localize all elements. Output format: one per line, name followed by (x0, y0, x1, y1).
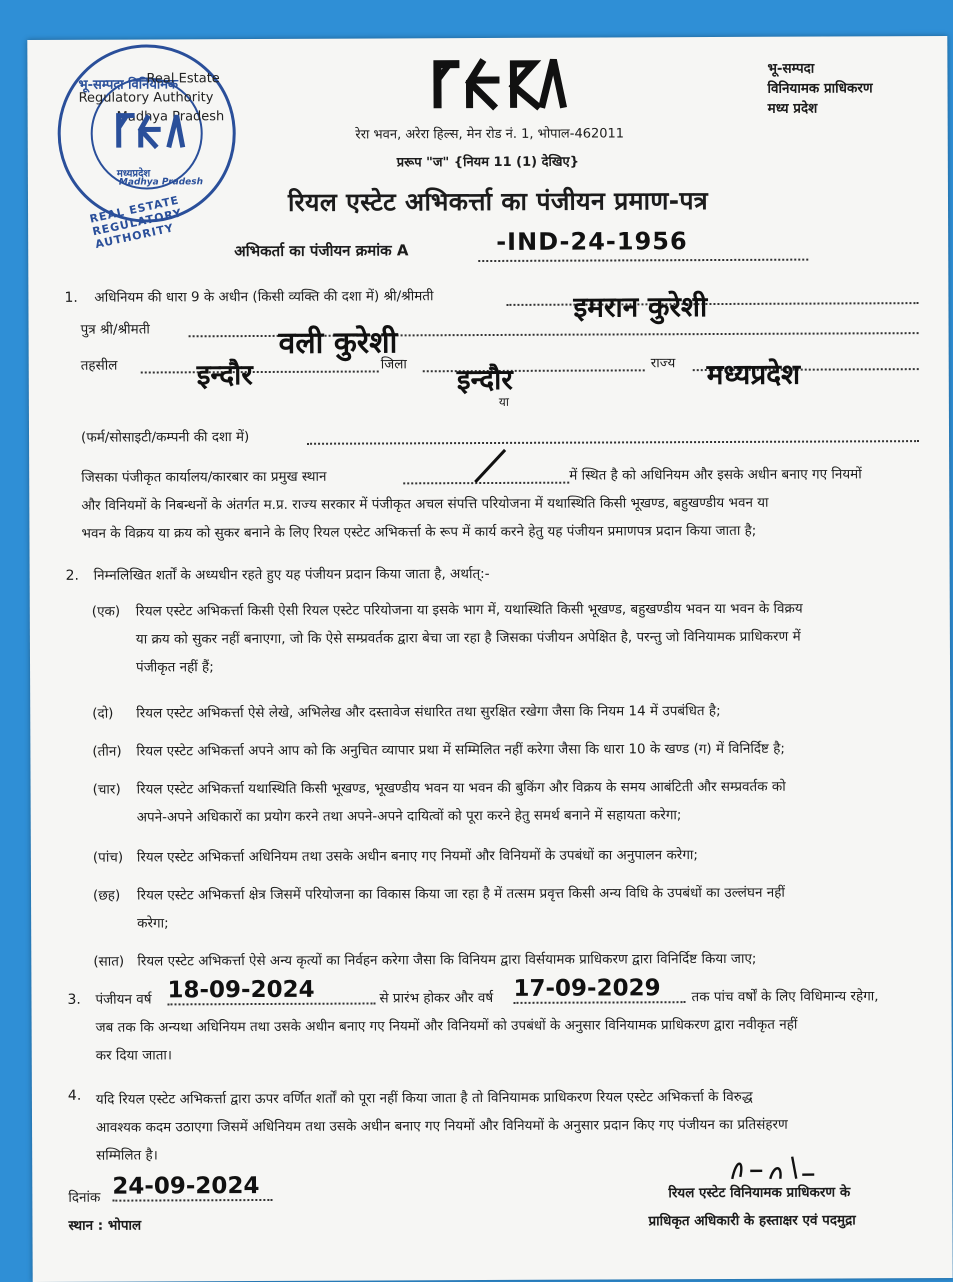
condition-line: रियल एस्टेट अभिकर्त्ता अधिनियम तथा उसके अधीन बनाए गए नियमों और विनियमों के उपबंधों का अनुपालन करेगा; (136, 847, 699, 866)
item-number: 4. (67, 1087, 82, 1104)
place: स्थान : भोपाल (68, 1217, 142, 1234)
item3-line2: जब तक कि अन्यथा अधिनियम तथा उसके अधीन बनाए गए नियमों और विनियमों को उपबंधों के अनुसार विनियामक प्राधिकरण द्वारा नवीकृत नहीं (95, 1016, 798, 1036)
item1-line-b: और विनियमों के निबन्धनों के अंतर्गत म.प्र. राज्य सरकार में पंजीकृत अचल संपत्ति परियोजना में यथास्थिति किसी भूखण्ड, बहुखण्डीय भवन या (81, 494, 769, 514)
state-label: राज्य (650, 355, 676, 372)
condition-7 (93, 949, 756, 972)
seal-bottom-text: REAL ESTATE REGULATORY AUTHORITY (88, 193, 184, 252)
signatory-line-1: रियल एस्टेट विनियामक प्राधिकरण के (668, 1184, 851, 1202)
condition-line: रियल एस्टेट अभिकर्त्ता अपने आप को कि अनुचित व्यापार प्रथा में सम्मिलित नहीं करेगा जैसा कि धारा 10 के खण्ड (ग) में विनिर्दिष्ट है; (136, 740, 785, 760)
item3-line3: कर दिया जाता। (95, 1047, 173, 1064)
office-slash-mark (469, 446, 509, 486)
item4-text (96, 1083, 788, 1170)
condition-line: रियल एस्टेट अभिकर्त्ता ऐसे अन्य कृत्यों का निर्वहन करेगा जैसा कि विनियम द्वारा विर्सयामक प्राधिकरण द्वारा विनिर्दिष्ट किया जाए; (137, 950, 757, 970)
item4-line: सम्मिलित है। (96, 1147, 158, 1164)
condition-label: (छह) (92, 887, 121, 904)
item-number: 2. (65, 567, 80, 584)
condition-1 (92, 599, 803, 682)
condition-label: (तीन) (92, 743, 122, 760)
registration-number-label: अभिकर्ता का पंजीयन क्रमांक A (234, 241, 409, 261)
condition-5 (93, 845, 698, 868)
condition-label: (पांच) (92, 849, 124, 866)
seal-english-line: Real Estate (146, 71, 220, 87)
certificate-title: रियल एस्टेट अभिकर्त्ता का पंजीयन प्रमाण-पत्र (287, 186, 709, 217)
district-label: जिला (380, 356, 407, 373)
office-tail: में स्थित है को अधिनियम और इसके अधीन बनाए गए नियमों (569, 466, 862, 484)
ya-label: या (498, 394, 509, 409)
end-dotted-line (513, 1001, 685, 1004)
condition-label: (सात) (93, 953, 125, 970)
certificate-sheet (27, 36, 952, 1282)
condition-line: रियल एस्टेट अभिकर्त्ता क्षेत्र जिसमें परियोजना का विकास किया जा रहा है में तत्सम प्रवृत्त किसी अन्य विधि के उपबंधों का उल्लंघन नहीं (136, 884, 785, 904)
start-dotted-line (167, 1003, 375, 1006)
date-label: दिनांक (68, 1189, 101, 1206)
tehsil-dotted-line (141, 370, 379, 373)
name-dotted-line (506, 302, 918, 306)
office-label: जिसका पंजीकृत कार्यालय/कारबार का प्रमुख स्थान (81, 468, 327, 486)
office-address: रेरा भवन, अरेरा हिल्स, मेन रोड नं. 1, भोपाल-462011 (355, 126, 625, 143)
condition-label: (दो) (92, 705, 114, 722)
condition-line: रियल एस्टेट अभिकर्त्ता ऐसे लेखे, अभिलेख और दस्तावेज संधारित तथा सुरक्षित रखेगा जैसा कि नियम 14 में उपबंधित है; (136, 702, 721, 722)
condition-line: करेगा; (137, 915, 169, 932)
seal-mp-english: Madhya Pradesh (118, 177, 204, 188)
seal-hindi-top: भू-सम्पदा विनियामक (78, 77, 179, 93)
condition-line: रियल एस्टेट अभिकर्त्ता यथास्थिति किसी भूखण्ड, भूखण्डीय भवन या भवन की बुकिंग और विक्रय के समय आबंटिती और सम्प्रवर्तक को (136, 778, 786, 798)
validity-end-date: 17-09-2029 (513, 975, 661, 1002)
seal-english-line: Madhya Pradesh (116, 109, 225, 125)
father-name: वली कुरेशी (278, 325, 398, 361)
item4-line: आवश्यक कदम उठाएगा जिसमें अधिनियम तथा उसके अधीन बनाए गए नियमों और विनियमों के अनुसार प्रदान किए गए पंजीयन का प्रतिसंहरण (96, 1116, 788, 1136)
authority-name-block (767, 58, 872, 118)
validity-start-date: 18-09-2024 (167, 976, 315, 1004)
condition-4 (93, 777, 786, 832)
item3-mid: से प्रारंभ होकर और वर्ष (379, 989, 494, 1007)
condition-line: या क्रय को सुकर नहीं बनाएगा, जो कि ऐसे सम्प्रवर्तक द्वारा बेचा जा रहा है जिसका पंजीयन अपेक्षित है, परन्तु जो विनियामक प्राधिकरण में (135, 628, 801, 648)
item3-prefix: पंजीयन वर्ष (95, 991, 152, 1008)
form-reference: प्ररूप "ज" {नियम 11 (1) देखिए} (396, 154, 579, 171)
seal-rera-logo-icon (113, 107, 187, 151)
condition-line: अपने-अपने अधिकारों का प्रयोग करने तथा अपने-अपने दायित्वों को पूरा करने हेतु समर्थ बनाने में सहायता करेगा; (136, 807, 682, 826)
authority-line: मध्य प्रदेश (767, 100, 818, 117)
district-value: इन्दौर (456, 362, 513, 397)
tehsil-value: इन्दौर (196, 358, 253, 392)
item-number: 1. (64, 289, 78, 306)
condition-line: पंजीकृत नहीं हैं; (135, 659, 214, 676)
item4-line: यदि रियल एस्टेट अभिकर्त्ता द्वारा ऊपर वर्णित शर्तों को पूरा नहीं किया जाता है तो विनियामक प्राधिकरण रियल एस्टेट अभिकर्त्ता के विरुद्ध (95, 1088, 753, 1108)
tehsil-label: तहसील (80, 357, 118, 374)
son-of-label: पुत्र श्री/श्रीमती (80, 321, 150, 338)
signatory-line-2: प्राधिकृत अधिकारी के हस्ताक्षर एवं पदमुद्रा (648, 1212, 856, 1230)
registration-number-value: -IND-24-1956 (496, 227, 688, 256)
firm-dotted-line (307, 440, 919, 445)
condition-3 (92, 739, 785, 762)
item3-tail: तक पांच वर्षों के लिए विधिमान्य रहेगा, (691, 988, 879, 1006)
item2-intro: निम्नलिखित शर्तों के अध्यधीन रहते हुए यह पंजीयन प्रदान किया जाता है, अर्थात्:- (93, 566, 490, 584)
authority-line: विनियामक प्राधिकरण (767, 80, 873, 97)
condition-line: रियल एस्टेट अभिकर्त्ता किसी ऐसी रियल एस्टेट परियोजना या इसके भाग में, यथास्थिति किसी भूखण्ड, बहुखण्डीय भवन या भवन के विक्रय (135, 600, 803, 620)
condition-label: (चार) (92, 781, 121, 798)
item1-line-c: भवन के विक्रय या क्रय को सुकर बनाने के लिए रियल एस्टेट अभिकर्त्ता के रूप में कार्य करने हेतु यह पंजीयन प्रमाणपत्र प्रदान किया जाता है; (81, 522, 757, 542)
reg-dotted-line (478, 259, 808, 262)
seal-english-line: Regulatory Authority (78, 90, 214, 106)
item-number: 3. (67, 991, 81, 1008)
firm-label: (फर्म/सोसाइटी/कम्पनी की दशा में) (80, 429, 250, 446)
item1-line1: अधिनियम की धारा 9 के अधीन (किसी व्यक्ति की दशा में) श्री/श्रीमती (94, 288, 434, 306)
date-dotted-line (112, 1199, 272, 1202)
authority-line: भू-सम्पदा (767, 60, 815, 77)
issue-date: 24-09-2024 (112, 1173, 260, 1200)
condition-2 (92, 701, 720, 724)
state-value: मध्यप्रदेश (706, 357, 801, 392)
seal-mp-hindi: मध्यप्रदेश (116, 168, 151, 180)
rera-logo-icon (429, 50, 569, 115)
condition-label: (एक) (91, 603, 121, 620)
agent-name: इमरान कुरेशी (573, 290, 708, 324)
condition-6 (93, 883, 785, 938)
